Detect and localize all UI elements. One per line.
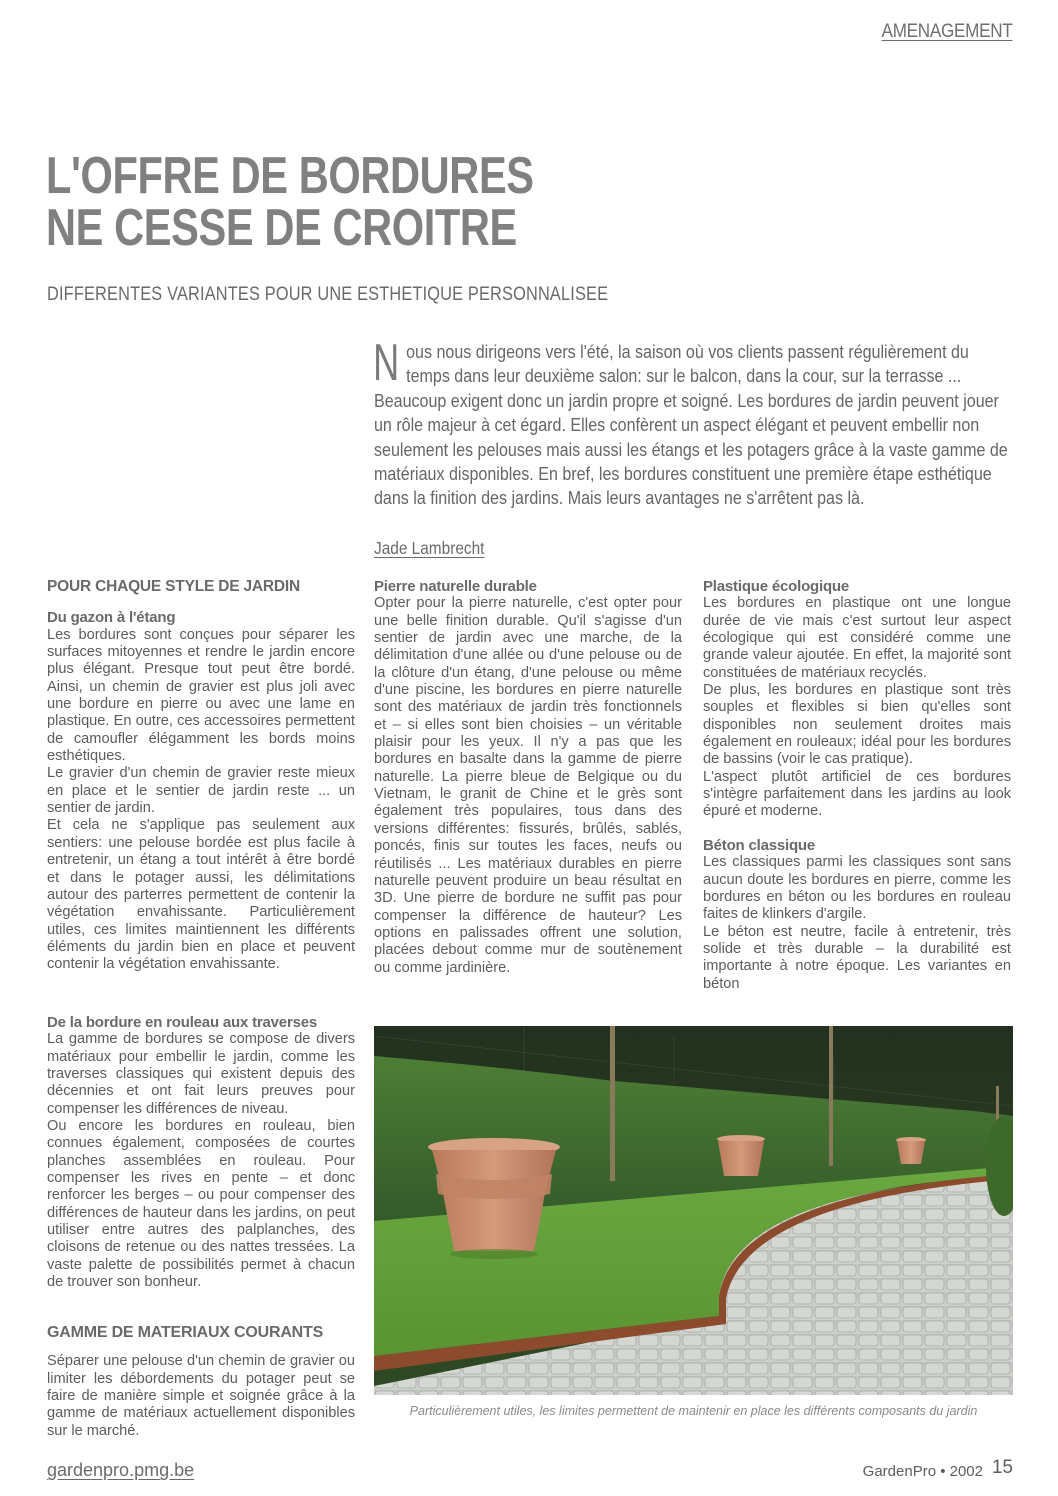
terracotta-planter-small <box>896 1137 926 1164</box>
photo-caption: Particulièrement utiles, les limites permettent de maintenir en place les différents composants du jardin <box>409 1404 978 1418</box>
paragraph: Les classiques parmi les classiques sont sans aucun doute les bordures en pierre, comme les bordures en béton ou les bordures en rouleau faites de klinkers d'argile. <box>703 854 1011 923</box>
column-1-lower <box>47 1014 355 1292</box>
title-line-2: NE CESSE DE CROITRE <box>46 199 517 257</box>
paragraph: Opter pour la pierre naturelle, c'est opter pour une belle finition durable. Qu'il s'agisse d'un sentier de jardin avec une marche, de la délimitation d'une allée ou d'une pelouse ou de la clôture d'un étang, d'une pelouse ou même d'une piscine, les bordures en pierre naturelle sont des matériaux de jardin très fonctionnels et – si elles sont bien choisies – un véritable plaisir pour les yeux. Il n'y a pas que les bordures en basalte dans la gamme de pierre naturelle. La pierre bleue de Belgique ou du Vietnam, le granit de Chine et le grès sont également très populaires, tous dans des versions différentes: fissurés, brûlés, sablés, poncés, finis sur toutes les faces, neufs ou réutilisés ... Les matériaux durables en pierre naturelle peuvent produire un beau résultat en 3D. Une pierre de bordure ne suffit pas pour compenser la différence de hauteur? Les options en palissades offrent une solution, placées debout comme mur de soutènement ou comme jardinière. <box>374 595 682 976</box>
paragraph: Le béton est neutre, facile à entretenir, très solide et très durable – la durabilité est importante à notre époque. Les variantes en béton <box>703 923 1011 992</box>
column-3 <box>703 578 1011 993</box>
subheading-gazon: Du gazon à l'étang <box>47 609 176 627</box>
terracotta-planter-medium <box>717 1135 765 1176</box>
section-heading-style: POUR CHAQUE STYLE DE JARDIN <box>47 578 300 595</box>
footer-magazine: GardenPro • 2002 <box>862 1463 983 1480</box>
paragraph: La gamme de bordures se compose de divers matériaux pour embellir le jardin, comme les traverses classiques qui existent depuis des décennies et ont fait leurs preuves pour compenser les différences de niveau. <box>47 1031 355 1117</box>
subheading-pierre: Pierre naturelle durable <box>374 578 537 595</box>
page-number: 15 <box>991 1457 1013 1478</box>
garden-photo <box>374 1026 1013 1395</box>
footer-website-link[interactable]: gardenpro.pmg.be <box>47 1460 195 1480</box>
intro-text: ous nous dirigeons vers l'été, la saison où vos clients passent régulièrement du temps dans leur deuxième salon: sur le balcon, dans la cour, sur la terrasse ... Beaucoup exigent donc un jardin propre et soigné. Les bordures de jardin peuvent jouer un rôle majeur à cet égard. Elles confèrent un aspect élégant et peuvent embellir non seulement les pelouses mais aussi les étangs et les potagers grâce à la vaste gamme de matériaux disponibles. En bref, les bordures constituent une première étape esthétique dans la finition des jardins. Mais leurs avantages ne s'arrêtent pas là. <box>374 341 1008 509</box>
paragraph: Le gravier d'un chemin de gravier reste mieux en place et le sentier de jardin reste ... un sentier de jardin. <box>47 765 355 817</box>
column-1 <box>47 578 355 974</box>
paragraph: Les bordures sont conçues pour séparer les surfaces mitoyennes et rendre le jardin encore plus élégant. Presque tout peut être bordé. Ainsi, un chemin de gravier est plus joli avec une bordure en pierre ou avec une lame en plastique. En outre, ces accessoires permettent de camoufler élégamment les bords moins esthétiques. <box>47 626 355 765</box>
article-subtitle: DIFFERENTES VARIANTES POUR UNE ESTHETIQUE PERSONNALISEE <box>47 284 609 305</box>
paragraph: De plus, les bordures en plastique sont très souples et flexibles si bien qu'elles sont disponibles non seulement droites mais également en rouleaux; idéal pour les bordures de bassins (voir le cas pratique). <box>703 682 1011 768</box>
paragraph: Ou encore les bordures en rouleau, bien connues également, composées de courtes planches assemblées en rouleau. Pour compenser les rives en pente – et donc renforcer les berges – ou pour compenser des différences de hauteur dans les jardins, on peut utiliser entre autres des palplanches, des cloisons de retenue ou des nattes tressées. La vaste palette de possibilités permet à chacun de trouver son bonheur. <box>47 1118 355 1291</box>
section-heading-materials: GAMME DE MATERIAUX COURANTS <box>47 1324 324 1341</box>
garden-photo-illustration <box>374 1026 1013 1395</box>
paragraph: Les bordures en plastique ont une longue durée de vie mais c'est surtout leur aspect écologique qui est considéré comme une grande valeur ajoutée. En effet, la majorité sont constituées de matériaux recyclés. <box>703 595 1011 681</box>
intro-paragraph <box>373 334 1012 511</box>
paragraph: Séparer une pelouse d'un chemin de gravier ou limiter les débordements du potager peut se faire de manière simple et soignée grâce à la gamme de matériaux actuellement disponibles sur le marché. <box>47 1353 355 1439</box>
drop-cap: N <box>373 334 400 392</box>
paragraph: Et cela ne s'applique pas seulement aux sentiers: une pelouse bordée est plus facile à entretenir, un étang a tout intérêt à être bordé et dans le potager aussi, les délimitations autour des parterres permettent de contenir la végétation envahissante. Particulièrement utiles, ces limites maintiennent les différents éléments du jardin bien en place et peuvent contenir la végétation envahissante. <box>47 817 355 973</box>
article-title <box>46 147 534 257</box>
column-2 <box>374 578 682 977</box>
section-tag: AMENAGEMENT <box>882 21 1013 42</box>
subheading-rouleau: De la bordure en rouleau aux traverses <box>47 1014 318 1031</box>
title-line-1: L'OFFRE DE BORDURES <box>46 147 534 205</box>
author-byline: Jade Lambrecht <box>374 538 485 558</box>
column-1-materials <box>47 1324 355 1440</box>
paragraph: L'aspect plutôt artificiel de ces bordures s'intègre parfaitement dans les jardins au look épuré et moderne. <box>703 768 1011 820</box>
subheading-beton: Béton classique <box>703 836 816 854</box>
subheading-plastique: Plastique écologique <box>703 578 850 595</box>
